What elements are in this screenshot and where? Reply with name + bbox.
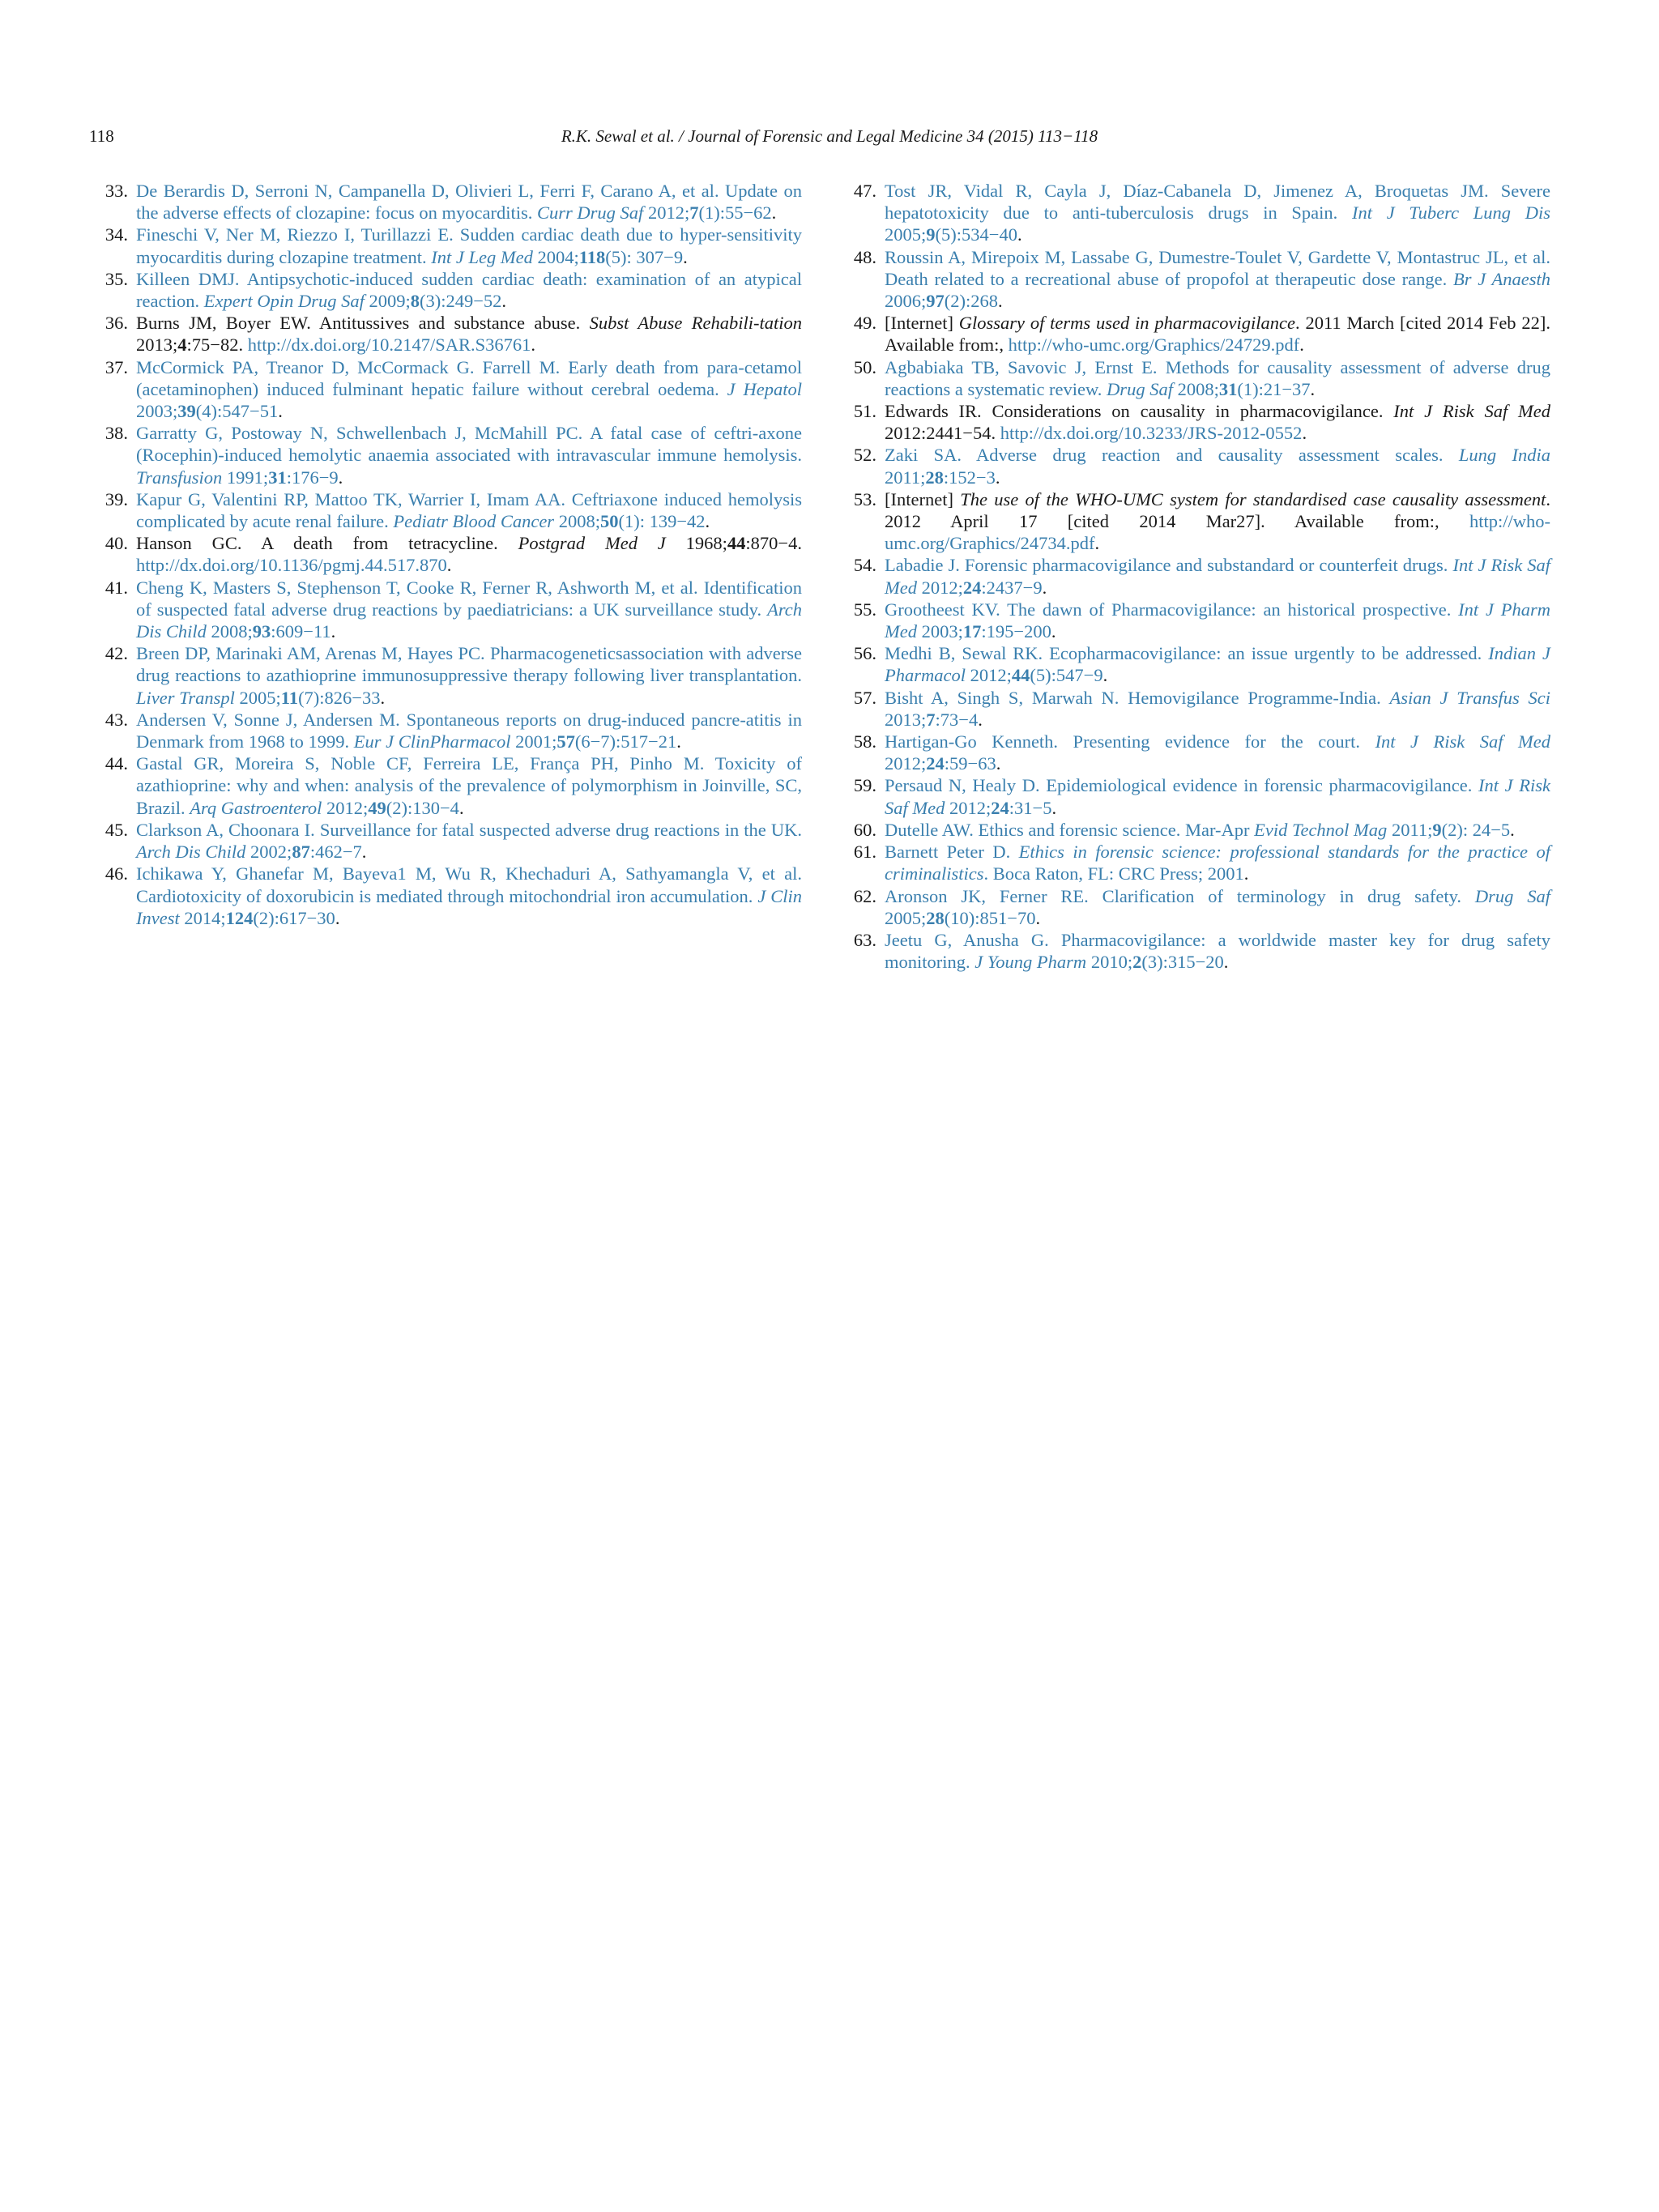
reference-item [91, 312, 802, 356]
reference-item [839, 774, 1550, 818]
reference-period: . [1510, 819, 1515, 840]
reference-segment: Zaki SA. Adverse drug reaction and causality assessment scales. [885, 445, 1459, 466]
reference-segment: (1): 139−42 [618, 511, 706, 532]
reference-segment: Dutelle AW. Ethics and forensic science. Mar-Apr [885, 819, 1255, 840]
reference-text[interactable] [885, 929, 1550, 973]
reference-segment: Bisht A, Singh S, Marwah N. Hemovigilance Programme-India. [885, 687, 1390, 708]
reference-segment: 1968; [665, 533, 727, 554]
volume-number: 24 [926, 753, 945, 774]
volume-number: 39 [177, 401, 196, 422]
reference-segment: 2006; [885, 291, 927, 312]
reference-text[interactable] [136, 356, 802, 423]
doi-link[interactable]: http://dx.doi.org/10.2147/SAR.S36761 [247, 335, 531, 356]
reference-segment: [Internet] [885, 488, 961, 509]
reference-item [91, 422, 802, 488]
reference-number: 43. [104, 709, 128, 730]
doi-link[interactable]: http://dx.doi.org/10.1136/pgmj.44.517.870 [136, 555, 447, 576]
journal-name: Lung India [1458, 445, 1550, 466]
journal-name: Curr Drug Saf [537, 202, 644, 224]
reference-number: 37. [104, 356, 128, 377]
reference-item [91, 180, 802, 224]
reference-period: . [278, 401, 283, 422]
journal-name: J Young Pharm [975, 952, 1087, 973]
volume-number: 44 [1011, 665, 1030, 686]
reference-segment: Fineschi V, Ner M, Riezzo I, Turillazzi E. Sudden cardiac death due to hyper-sensitivity myocarditis during clozapine treatment. [136, 224, 802, 267]
volume-number: 97 [926, 291, 945, 312]
reference-segment: Andersen V, Sonne J, Andersen M. Spontaneous reports on drug-induced pancre-atitis in Denmark from 1968 to 1999. [136, 709, 802, 752]
reference-number: 56. [853, 643, 876, 664]
reference-number: 51. [853, 401, 876, 422]
reference-item [91, 224, 802, 267]
volume-number: 31 [1218, 378, 1238, 399]
journal-name: Drug Saf [1474, 885, 1550, 906]
reference-item [91, 577, 802, 643]
reference-item [91, 752, 802, 819]
reference-period: . [705, 511, 710, 532]
journal-name: The use of the WHO-UMC system for standardised case causality assessment [960, 488, 1546, 509]
reference-segment: (2):268 [944, 291, 999, 312]
volume-number: 44 [727, 533, 746, 554]
reference-item [91, 863, 802, 929]
volume-number: 9 [1432, 819, 1442, 840]
volume-number: 28 [925, 467, 944, 488]
reference-period: . [1102, 665, 1108, 686]
reference-period: . [338, 467, 343, 488]
reference-segment: 2012; [322, 797, 369, 818]
reference-segment: . Boca Raton, FL: CRC Press; 2001 [983, 863, 1244, 884]
journal-name: Expert Opin Drug Saf [203, 291, 365, 312]
reference-period: . [1243, 863, 1249, 884]
references-column-right [839, 180, 1550, 973]
reference-segment: Gastal GR, Moreira S, Noble CF, Ferreira LE, França PH, Pinho M. Toxicity of azathioprine: why and when: analysis of the prevalence of polymorphism in Joinville, SC, Brazil. [136, 753, 802, 818]
reference-segment: (7):826−33 [298, 687, 381, 708]
reference-segment: . 2012 April 17 [cited 2014 Mar27]. Available from:, [885, 488, 1550, 532]
journal-name: Eur J ClinPharmacol [353, 731, 511, 752]
reference-period: . [978, 709, 983, 730]
reference-segment: Agbabiaka TB, Savovic J, Ernst E. Methods for causality assessment of adverse drug reactions a systematic review. [885, 356, 1550, 399]
reference-segment: Kapur G, Valentini RP, Mattoo TK, Warrier I, Imam AA. Ceftriaxone induced hemolysis complicated by acute renal failure. [136, 488, 802, 532]
reference-text[interactable] [885, 444, 1550, 488]
reference-segment: (2):130−4 [386, 797, 459, 818]
reference-number: 42. [104, 643, 128, 664]
reference-segment: 2003; [916, 621, 963, 642]
reference-period: . [1310, 378, 1316, 399]
reference-segment: Persaud N, Healy D. Epidemiological evidence in forensic pharmacovigilance. [885, 775, 1478, 796]
reference-segment: . [1094, 533, 1100, 554]
reference-segment: De Berardis D, Serroni N, Campanella D, Olivieri L, Ferri F, Carano A, et al. Update on the adverse effects of clozapine: focus on myocarditis. [136, 181, 802, 224]
reference-segment: 2005; [885, 224, 927, 245]
volume-number: 28 [926, 907, 945, 928]
reference-period: . [458, 797, 464, 818]
reference-period: . [361, 842, 367, 863]
reference-number: 58. [853, 731, 876, 752]
reference-segment: (5):547−9 [1030, 665, 1103, 686]
reference-number: 63. [853, 929, 876, 950]
reference-number: 45. [104, 819, 128, 840]
reference-segment: :59−63 [944, 753, 996, 774]
reference-period: . [1051, 621, 1056, 642]
journal-name: Indian J Pharmacol [885, 643, 1550, 686]
journal-name: Arch Dis Child [136, 842, 246, 863]
journal-name: Int J Pharm Med [885, 599, 1550, 642]
reference-number: 59. [853, 775, 876, 796]
reference-item [839, 312, 1550, 356]
reference-period: . [331, 621, 336, 642]
reference-text[interactable] [136, 268, 802, 312]
reference-number: 55. [853, 599, 876, 620]
reference-item [839, 246, 1550, 313]
reference-period: . [1017, 224, 1022, 245]
reference-text [136, 312, 802, 356]
reference-item [839, 819, 1550, 841]
reference-segment: 2012:2441−54. [885, 423, 1000, 444]
volume-number: 9 [926, 224, 936, 245]
volume-number: 8 [410, 291, 420, 312]
reference-number: 62. [853, 885, 876, 906]
reference-number: 41. [104, 577, 128, 598]
reference-number: 53. [853, 488, 876, 509]
reference-segment: :462−7 [309, 842, 362, 863]
reference-segment: 2013; [136, 335, 178, 356]
reference-item [839, 554, 1550, 598]
reference-item [839, 599, 1550, 642]
volume-number: 118 [578, 246, 606, 267]
reference-number: 46. [104, 863, 128, 884]
journal-name: Arq Gastroenterol [190, 797, 322, 818]
volume-number: 11 [280, 687, 299, 708]
journal-name: Transfusion [136, 467, 223, 488]
reference-item [91, 268, 802, 312]
reference-segment: :75−82. [186, 335, 248, 356]
reference-item [91, 356, 802, 423]
reference-period: . [1223, 952, 1229, 973]
reference-segment: 2013; [885, 709, 927, 730]
reference-text[interactable] [136, 819, 802, 863]
reference-segment: Killeen DMJ. Antipsychotic-induced sudden cardiac death: examination of an atypical reaction. [136, 268, 802, 312]
reference-segment: 2008; [1172, 378, 1219, 399]
journal-name: Subst Abuse Rehabili-tation [589, 313, 802, 334]
reference-item [91, 819, 802, 863]
reference-number: 60. [853, 819, 876, 840]
reference-number: 38. [104, 423, 128, 444]
journal-name: Arch Dis Child [136, 599, 802, 642]
reference-item [839, 400, 1550, 444]
reference-number: 61. [853, 842, 876, 863]
volume-number: 7 [689, 202, 699, 224]
reference-item [839, 687, 1550, 731]
reference-period: . [771, 202, 777, 224]
reference-segment: :195−200 [981, 621, 1051, 642]
reference-segment: Medhi B, Sewal RK. Ecopharmacovigilance: an issue urgently to be addressed. [885, 643, 1489, 664]
reference-segment: Aronson JK, Ferner RE. Clarification of terminology in drug safety. [885, 885, 1475, 906]
reference-text[interactable] [136, 752, 802, 819]
volume-number: 17 [962, 621, 982, 642]
volume-number: 49 [368, 797, 386, 818]
running-title: R.K. Sewal et al. / Journal of Forensic and Legal Medicine 34 (2015) 113−118 [561, 126, 1098, 146]
volume-number: 24 [962, 577, 982, 598]
journal-name: Br J Anaesth [1452, 268, 1551, 289]
reference-period: . [380, 687, 386, 708]
reference-segment: Hartigan-Go Kenneth. Presenting evidence for the court. [885, 731, 1375, 752]
reference-segment: :2437−9 [981, 577, 1043, 598]
reference-text[interactable] [885, 841, 1550, 884]
reference-segment: . [1299, 335, 1304, 356]
reference-segment: (2): 24−5 [1441, 819, 1511, 840]
reference-segment: 2003; [136, 401, 178, 422]
reference-item [839, 929, 1550, 973]
reference-segment: 2005; [885, 907, 927, 928]
reference-segment: Hanson GC. A death from tetracycline. [136, 533, 518, 554]
reference-segment: :176−9 [286, 467, 339, 488]
reference-number: 52. [853, 445, 876, 466]
reference-segment: 2001; [510, 731, 557, 752]
reference-segment: 2009; [364, 291, 411, 312]
volume-number: 2 [1132, 952, 1142, 973]
reference-segment: Edwards IR. Considerations on causality in pharmacovigilance. [885, 401, 1394, 422]
volume-number: 124 [225, 907, 254, 928]
reference-item [839, 488, 1550, 555]
reference-text[interactable] [136, 709, 802, 752]
reference-text[interactable] [885, 731, 1550, 774]
reference-period: . [1035, 907, 1041, 928]
volume-number: 31 [268, 467, 287, 488]
doi-link[interactable]: http://who-umc.org/Graphics/24729.pdf [1008, 335, 1300, 356]
reference-segment: McCormick PA, Treanor D, McCormack G. Farrell M. Early death from para-cetamol (acetaminophen) induced fulminant hepatic failure without cerebral oedema. [136, 356, 802, 399]
reference-period: . [683, 246, 688, 267]
reference-number: 54. [853, 555, 876, 576]
reference-segment: (3):249−52 [419, 291, 502, 312]
reference-period: . [1051, 797, 1057, 818]
reference-item [839, 841, 1550, 884]
reference-number: 36. [104, 313, 128, 334]
reference-period: . [998, 291, 1003, 312]
references-column-left [91, 180, 802, 929]
reference-period: . [335, 907, 340, 928]
reference-segment: :73−4 [935, 709, 979, 730]
reference-text[interactable] [136, 642, 802, 709]
reference-item [839, 885, 1550, 929]
journal-name: Ethics in forensic science: professional standards for the practice of criminalistics [885, 842, 1550, 884]
reference-number: 40. [104, 533, 128, 554]
reference-number: 47. [853, 181, 876, 201]
reference-segment: 2008; [554, 511, 600, 532]
journal-name: Int J Risk Saf Med [885, 775, 1551, 818]
reference-segment: Breen DP, Marinaki AM, Arenas M, Hayes PC. Pharmacogeneticsassociation with adverse drug reactions to azathioprine immunosuppressive therapy following liver transplantation. [136, 643, 802, 686]
reference-segment: 2014; [179, 907, 226, 928]
page-number: 118 [89, 126, 114, 146]
reference-text[interactable] [885, 599, 1550, 642]
reference-text[interactable] [885, 819, 1550, 841]
reference-segment: Clarkson A, Choonara I. Surveillance for fatal suspected adverse drug reactions in the UK. [136, 819, 802, 840]
journal-name: Liver Transpl [136, 687, 235, 708]
reference-number: 39. [104, 488, 128, 509]
reference-text [885, 400, 1550, 444]
reference-text[interactable] [136, 488, 802, 532]
reference-item [91, 532, 802, 576]
reference-number: 57. [853, 687, 876, 708]
reference-text[interactable] [136, 180, 802, 224]
reference-segment: Labadie J. Forensic pharmacovigilance and substandard or counterfeit drugs. [885, 555, 1453, 576]
reference-text[interactable] [136, 577, 802, 643]
reference-segment: 2010; [1086, 952, 1133, 973]
reference-segment: . 2011 March [cited 2014 Feb 22]. Available from:, [885, 313, 1550, 356]
reference-segment: 2011; [1387, 819, 1433, 840]
journal-name: Pediatr Blood Cancer [393, 511, 555, 532]
reference-text[interactable] [885, 885, 1550, 929]
reference-number: 50. [853, 356, 876, 377]
reference-segment: Jeetu G, Anusha G. Pharmacovigilance: a worldwide master key for drug safety monitoring. [885, 929, 1550, 973]
reference-segment: :152−3 [943, 467, 996, 488]
reference-number: 35. [104, 268, 128, 289]
reference-period: . [1042, 577, 1047, 598]
reference-period: . [501, 291, 507, 312]
reference-number: 49. [853, 313, 876, 334]
journal-name: J Clin Invest [136, 885, 802, 928]
reference-segment: (10):851−70 [944, 907, 1036, 928]
journal-name: Evid Technol Mag [1254, 819, 1388, 840]
journal-name: Int J Tuberc Lung Dis [1352, 202, 1550, 224]
reference-number: 48. [853, 246, 876, 267]
reference-segment: 2008; [206, 621, 253, 642]
reference-text [885, 312, 1550, 356]
reference-segment: . [531, 335, 535, 356]
reference-text[interactable] [885, 180, 1550, 246]
reference-segment: 2012; [916, 577, 963, 598]
reference-segment: 2012; [885, 753, 927, 774]
reference-segment: (6−7):517−21 [574, 731, 677, 752]
doi-link[interactable]: http://dx.doi.org/10.3233/JRS-2012-0552 [1000, 423, 1303, 444]
volume-number: 50 [599, 511, 619, 532]
volume-number: 7 [926, 709, 936, 730]
reference-segment: (5): 307−9 [605, 246, 684, 267]
reference-segment: Cheng K, Masters S, Stephenson T, Cooke R, Ferner R, Ashworth M, et al. Identification of suspected fatal adverse drug reactions by paediatricians: a UK surveillance study. [136, 577, 802, 620]
reference-segment: 2012; [643, 202, 690, 224]
reference-period: . [996, 753, 1001, 774]
reference-segment: :609−11 [271, 621, 331, 642]
reference-item [839, 731, 1550, 774]
reference-number: 44. [104, 753, 128, 774]
reference-text[interactable] [885, 774, 1550, 818]
volume-number: 4 [177, 335, 187, 356]
reference-item [91, 709, 802, 752]
reference-segment: (3):315−20 [1141, 952, 1224, 973]
volume-number: 24 [991, 797, 1009, 818]
reference-segment: Grootheest KV. The dawn of Pharmacovigilance: an historical prospective. [885, 599, 1459, 620]
reference-item [91, 488, 802, 532]
reference-item [839, 180, 1550, 246]
reference-text[interactable] [885, 356, 1550, 400]
reference-segment: [Internet] [885, 313, 959, 334]
reference-text[interactable] [885, 687, 1550, 731]
reference-text[interactable] [136, 224, 802, 267]
reference-segment: 1991; [222, 467, 269, 488]
reference-number: 34. [104, 224, 128, 245]
reference-text[interactable] [136, 422, 802, 488]
journal-name: Int J Leg Med [431, 246, 533, 267]
journal-name: Glossary of terms used in pharmacovigilance [958, 313, 1296, 334]
reference-segment: Ichikawa Y, Ghanefar M, Bayeva1 M, Wu R, Khechaduri A, Sathyamangla V, et al. Cardiotoxicity of doxorubicin is mediated through mitochondrial iron accumulation. [136, 863, 802, 906]
reference-item [839, 642, 1550, 686]
reference-period: . [995, 467, 1000, 488]
reference-text[interactable] [885, 554, 1550, 598]
reference-text[interactable] [885, 642, 1550, 686]
reference-segment: Barnett Peter D. [885, 842, 1019, 863]
reference-segment: 2011; [885, 467, 926, 488]
reference-item [839, 444, 1550, 488]
reference-segment: (5):534−40 [935, 224, 1017, 245]
reference-segment: 2012; [945, 797, 992, 818]
reference-segment: :870−4. [745, 533, 802, 554]
reference-segment: . [446, 555, 452, 576]
journal-name: Int J Risk Saf Med [885, 555, 1550, 598]
reference-segment: Garratty G, Postoway N, Schwellenbach J, McMahill PC. A fatal case of ceftri-axone (Rocephin)-induced hemolytic anaemia associated with intravascular immune hemolysis. [136, 423, 802, 466]
journal-name: Asian J Transfus Sci [1389, 687, 1550, 708]
reference-segment: Roussin A, Mirepoix M, Lassabe G, Dumestre-Toulet V, Gardette V, Montastruc JL, et al. Death related to a recreational abuse of propofol at therapeutic dose range. [885, 246, 1550, 289]
reference-segment: 2005; [234, 687, 281, 708]
reference-segment: 2004; [532, 246, 579, 267]
volume-number: 93 [252, 621, 271, 642]
journal-name: Postgrad Med J [518, 533, 666, 554]
journal-name: Int J Risk Saf Med [1375, 731, 1550, 752]
reference-segment: 2012; [966, 665, 1012, 686]
journal-name: Drug Saf [1107, 378, 1173, 399]
volume-number: 87 [292, 842, 310, 863]
reference-segment: Burns JM, Boyer EW. Antitussives and substance abuse. [136, 313, 590, 334]
reference-number: 33. [104, 181, 128, 201]
reference-segment: :31−5 [1009, 797, 1052, 818]
reference-text[interactable] [885, 246, 1550, 313]
reference-text [136, 532, 802, 576]
volume-number: 57 [557, 731, 575, 752]
reference-item [91, 642, 802, 709]
journal-name: Int J Risk Saf Med [1393, 401, 1550, 422]
reference-segment: (1):21−37 [1237, 378, 1311, 399]
doi-link[interactable]: http://who-umc.org/Graphics/24734.pdf [885, 511, 1550, 554]
running-header [89, 126, 1570, 156]
reference-segment: (2):617−30 [253, 907, 335, 928]
reference-text [885, 488, 1550, 555]
reference-period: . [676, 731, 681, 752]
journal-name: J Hepatol [727, 378, 802, 399]
reference-segment: (1):55−62 [698, 202, 772, 224]
reference-segment: . [1302, 423, 1307, 444]
reference-item [839, 356, 1550, 400]
reference-text[interactable] [136, 863, 802, 929]
reference-segment: (4):547−51 [195, 401, 279, 422]
reference-segment: Tost JR, Vidal R, Cayla J, Díaz-Cabanela D, Jimenez A, Broquetas JM. Severe hepatotoxicity due to anti-tuberculosis drugs in Spain. [885, 181, 1550, 224]
reference-segment: 2002; [245, 842, 292, 863]
